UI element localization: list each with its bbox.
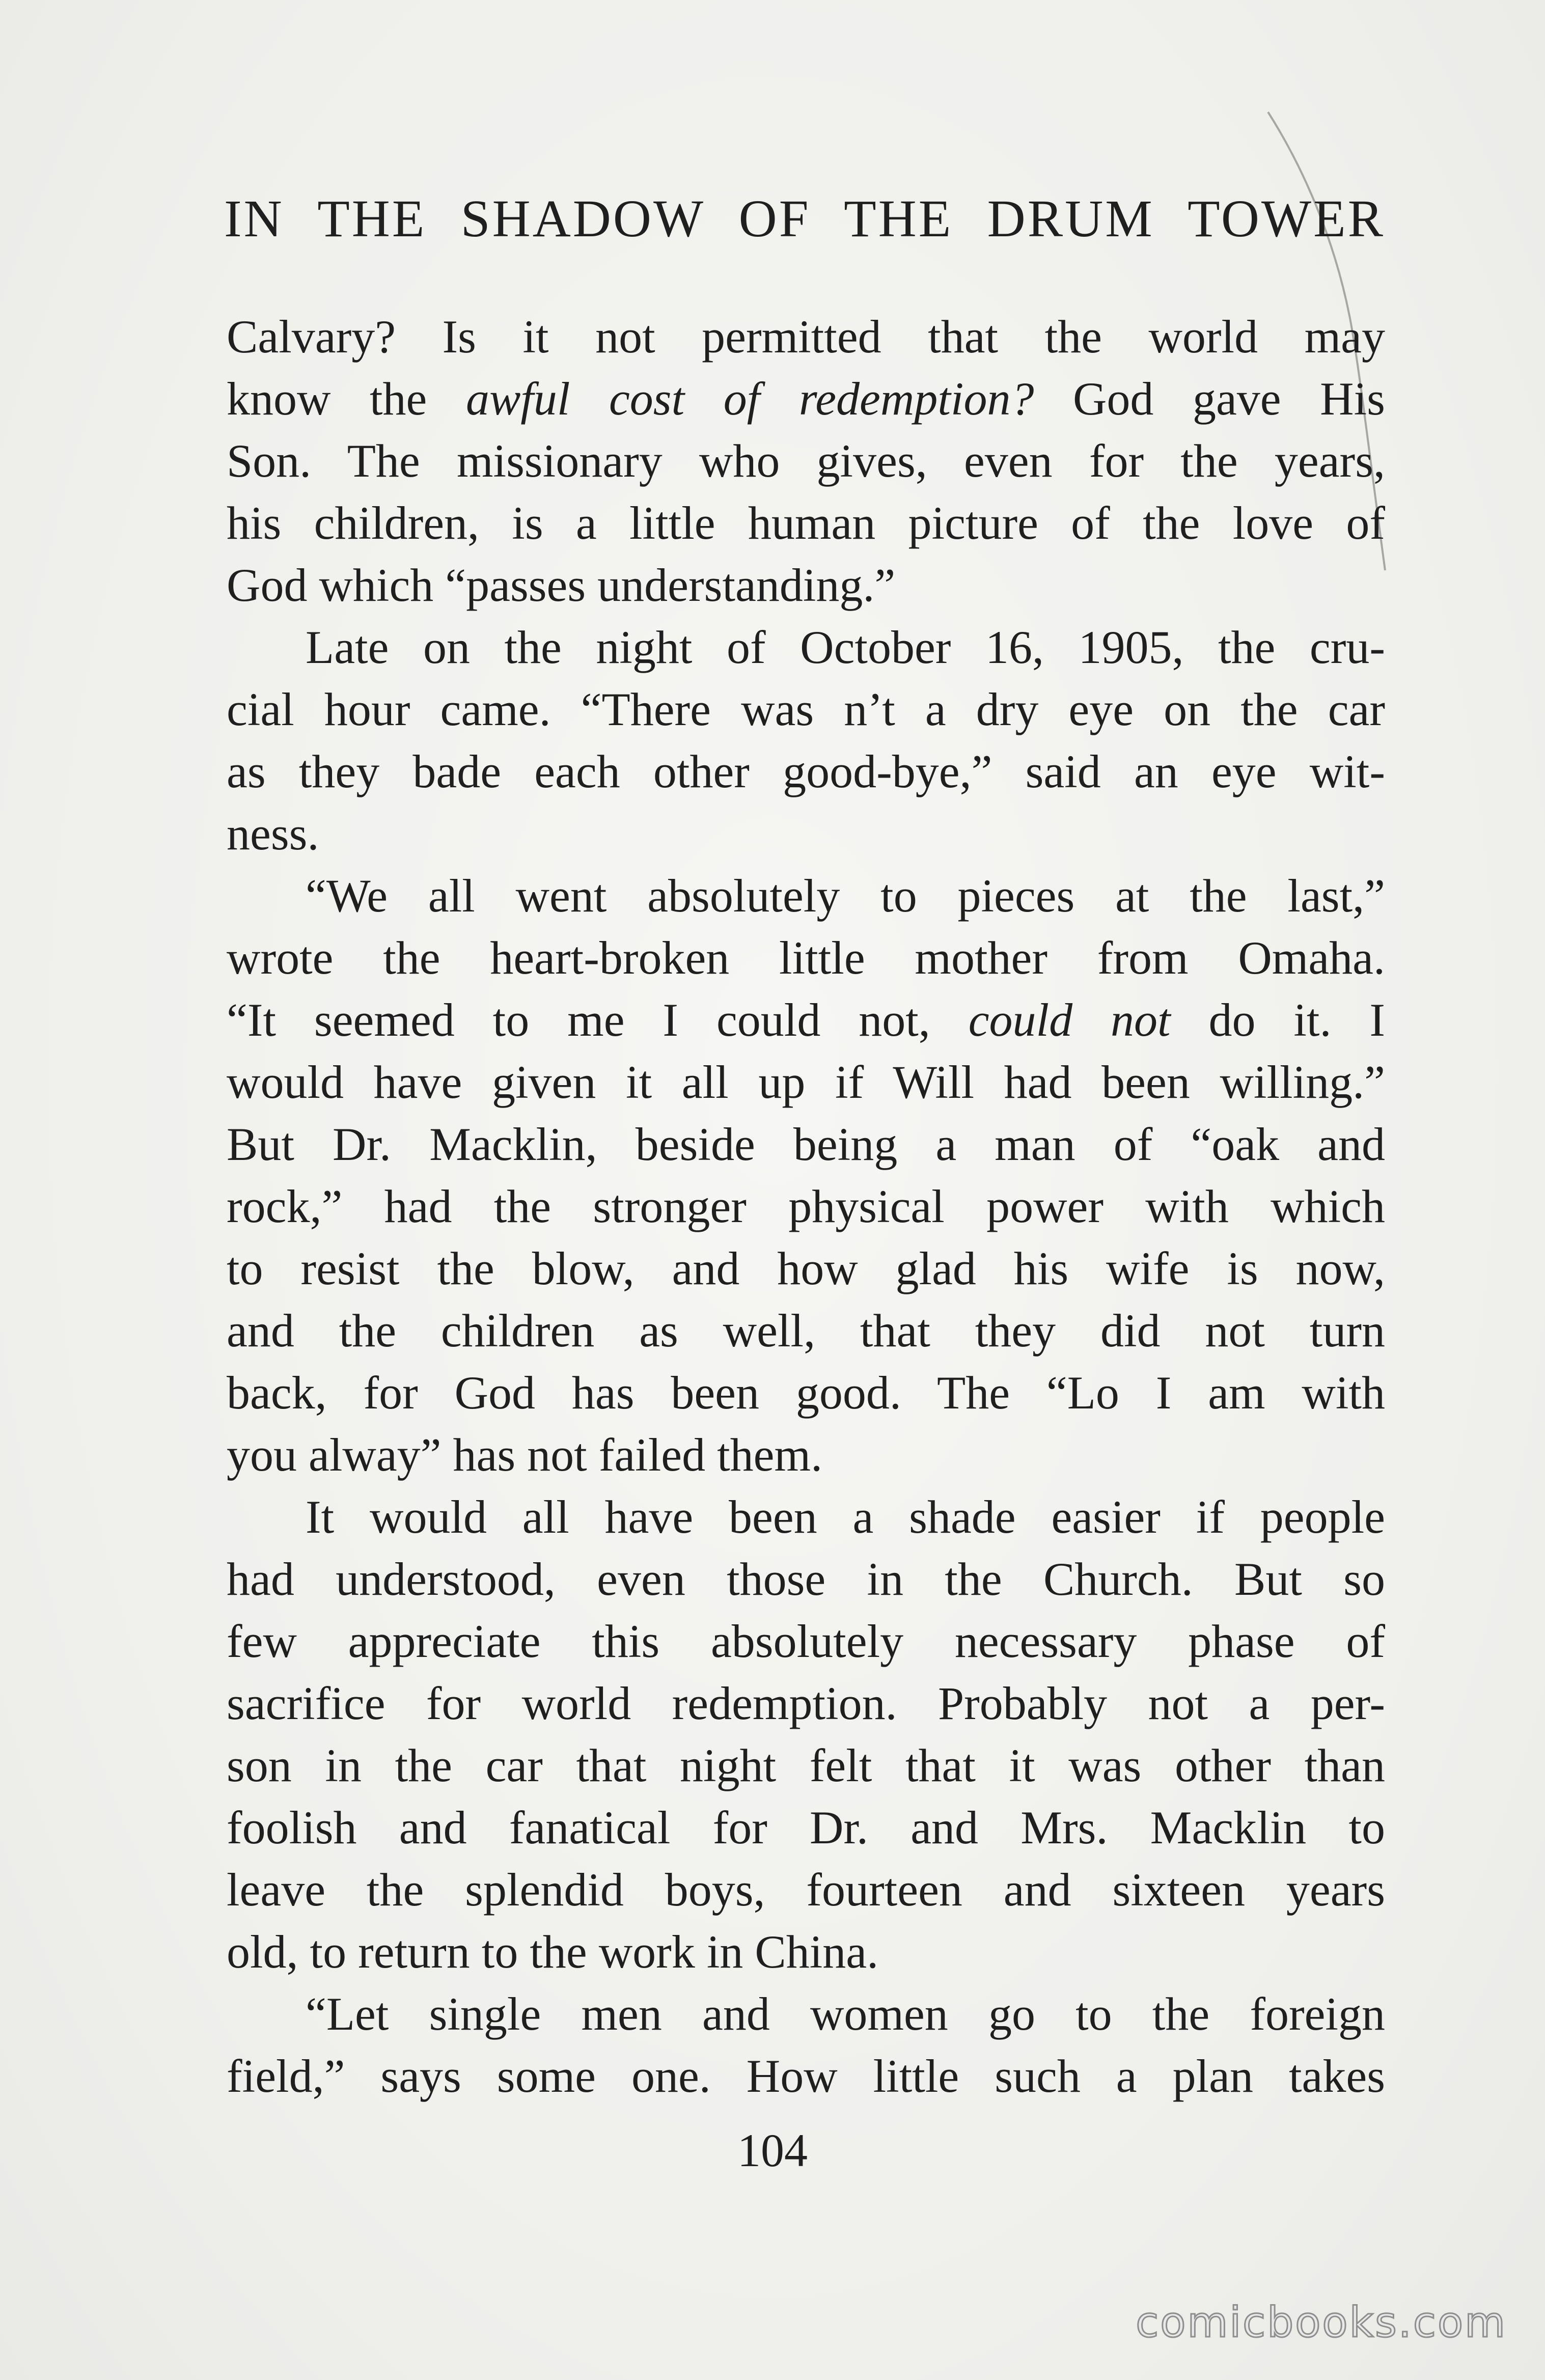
text-line: [227, 865, 1385, 927]
text-line: [227, 989, 1385, 1051]
text-run: Late on the night of October 16, 1905, the cru-: [306, 621, 1385, 673]
text-line: [227, 430, 1385, 492]
text-line: [227, 368, 1385, 430]
text-run: God gave His: [1034, 373, 1385, 425]
text-line: [227, 1983, 1385, 2045]
text-run: “We all went absolutely to pieces at the last,”: [306, 870, 1385, 922]
text-line: [227, 802, 1385, 865]
text-run: ness.: [227, 808, 319, 860]
text-line: [227, 740, 1385, 802]
text-run: It would all have been a shade easier if people: [306, 1491, 1385, 1543]
text-run: back, for God has been good. The “Lo I am with: [227, 1367, 1385, 1419]
text-run: foolish and fanatical for Dr. and Mrs. Macklin to: [227, 1802, 1385, 1853]
text-run: “It seemed to me I could not,: [227, 994, 969, 1046]
text-run: had understood, even those in the Church. But so: [227, 1553, 1385, 1605]
body-text: [227, 306, 1385, 2107]
text-line: [227, 1237, 1385, 1299]
text-line: [227, 492, 1385, 554]
text-run: leave the splendid boys, fourteen and sixteen years: [227, 1864, 1385, 1916]
text-run: rock,” had the stronger physical power with which: [227, 1180, 1385, 1232]
text-run: Son. The missionary who gives, even for the years,: [227, 435, 1385, 487]
text-run: cial hour came. “There was n’t a dry eye on the car: [227, 683, 1385, 735]
page-number: 104: [737, 2124, 808, 2176]
text-line: [227, 616, 1385, 678]
text-line: [227, 1548, 1385, 1610]
text-run: and the children as well, that they did not turn: [227, 1305, 1385, 1357]
text-run: as they bade each other good-bye,” said an eye wit-: [227, 745, 1385, 797]
italic-phrase: could not: [968, 994, 1171, 1046]
text-line: [227, 1734, 1385, 1796]
text-line: [227, 927, 1385, 989]
text-line: [227, 2045, 1385, 2107]
text-run: do it. I: [1170, 994, 1385, 1046]
text-run: field,” says some one. How little such a plan takes: [227, 2050, 1385, 2102]
text-run: But Dr. Macklin, beside being a man of “oak and: [227, 1118, 1385, 1170]
text-run: God which “passes understanding.”: [227, 559, 896, 611]
text-line: [227, 554, 1385, 616]
text-run: few appreciate this absolutely necessary phase of: [227, 1615, 1385, 1667]
text-run: would have given it all up if Will had been willing.”: [227, 1056, 1385, 1108]
italic-phrase: awful cost of redemption?: [465, 373, 1034, 425]
text-run: wrote the heart-broken little mother from Omaha.: [227, 932, 1385, 984]
text-run: sacrifice for world redemption. Probably not a per-: [227, 1677, 1385, 1729]
text-line: [227, 1299, 1385, 1362]
text-run: old, to return to the work in China.: [227, 1926, 879, 1978]
text-line: [227, 1362, 1385, 1424]
text-line: [227, 1859, 1385, 1921]
text-line: [227, 1424, 1385, 1486]
text-run: you alway” has not failed them.: [227, 1429, 823, 1481]
text-line: [227, 1051, 1385, 1113]
text-run: his children, is a little human picture of the love of: [227, 497, 1385, 549]
text-run: to resist the blow, and how glad his wife is now,: [227, 1242, 1385, 1294]
text-line: [227, 1486, 1385, 1548]
text-line: [227, 1672, 1385, 1734]
text-line: [227, 1921, 1385, 1983]
text-line: [227, 1796, 1385, 1859]
text-run: know the: [227, 373, 466, 425]
running-header: IN THE SHADOW OF THE DRUM TOWER: [224, 189, 1385, 248]
text-run: “Let single men and women go to the foreign: [306, 1988, 1385, 2040]
text-line: [227, 1610, 1385, 1672]
text-run: son in the car that night felt that it was other than: [227, 1739, 1385, 1791]
text-line: [227, 1175, 1385, 1237]
text-run: Calvary? Is it not permitted that the world may: [227, 311, 1385, 363]
text-line: [227, 678, 1385, 740]
watermark-text: comicbooks.com: [1136, 2299, 1507, 2347]
text-line: [227, 1113, 1385, 1175]
text-line: [227, 306, 1385, 368]
